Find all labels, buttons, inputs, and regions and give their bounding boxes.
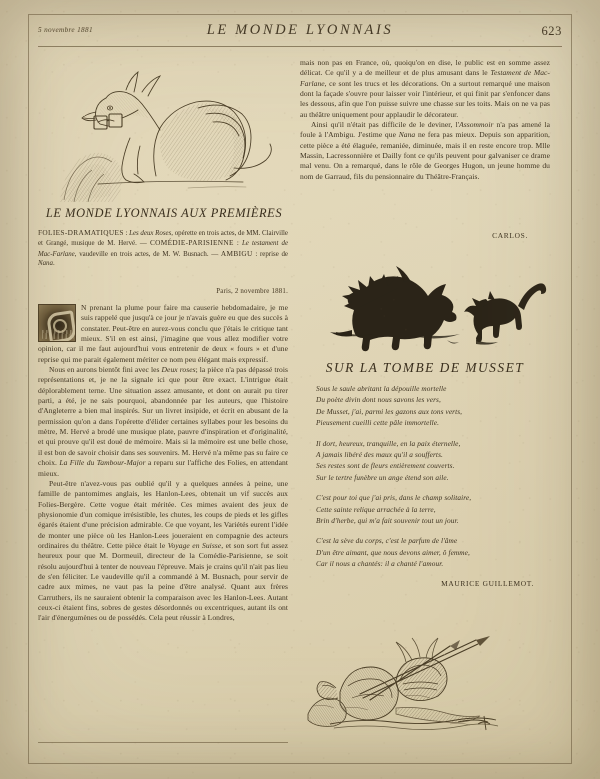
page-number: 623 — [541, 24, 562, 38]
playbill-text: FOLIES-DRAMATIQUES : Les deux Roses, opérette en trois actes, de MM. Clairville et Grangé, musique de M. Hervé. — COMÉDIE-PARISIENNE : Le testament de Mac-Farlane, vaudeville en trois actes, de M. W. Busnach. — AMBIGU : reprise de Nana. — [38, 228, 289, 268]
poem-signature: MAURICE GUILLEMOT. — [441, 578, 534, 588]
poem-body — [300, 383, 550, 588]
poem-line: Sous le saule abritant la dépouille mortelle — [316, 384, 447, 393]
article-signature: CARLOS. — [492, 231, 528, 240]
poem-line: C'est pour toi que j'ai pris, dans le champ solitaire, — [316, 493, 472, 503]
section-title: LE MONDE LYONNAIS AUX PREMIÈRES — [45, 206, 283, 220]
poem-title: SUR LA TOMBE DE MUSSET — [325, 360, 525, 375]
page-header — [38, 22, 562, 44]
armor-vignette-illustration — [300, 636, 550, 748]
cats-illustration — [300, 252, 550, 356]
dateline: Paris, 2 novembre 1881. — [216, 288, 288, 295]
poem-line: Du poète divin dont nous savons les vers, — [316, 395, 441, 405]
paragraph: N prenant la plume pour faire ma causerie hebdomadaire, je me suis rappelé que jusqu'à ce jour je n'avais guère eu que des succès à constater. Peut-être en aurez-vous conclu que j'étais le critique tant mieux. S'il en est ainsi, j'imagine que vous allez modifier votre opinion, car il me faut aujourd'hui vous entretenir de deux « fours » et d'une reprise qui me parait également mériter ce nom peu élégant mais expressif. — [38, 303, 288, 364]
poem-line: Car il nous a chantés: il a chanté l'amour. — [316, 559, 444, 569]
poem-line: Brin d'herbe, qui m'a fait souvenir tout un jour. — [316, 516, 459, 526]
poem-stanza — [300, 438, 550, 484]
header-date: 5 novembre 1881 — [38, 26, 93, 34]
paragraph: mais non pas en France, où, quoiqu'on en dise, le public est en somme assez délicat. Ce qu'il y a de meilleur et de plus amusant dans le Testament de Mac-Farlane, ce sont les trucs et les décorations. On a surtout remarqué une maison dont la façade s'ouvre pour laisser voir l'intérieur, et qui finit par s'enfoncer dans les dessous, afin que l'on puisse suivre une chasse sur les toits. Mais on ne va pas au théâtre uniquement pour applaudir le décorateur. — [300, 58, 550, 119]
poem-line: Sur le tertre funèbre un ange étend son aile. — [316, 472, 449, 482]
playbill-credits — [38, 228, 288, 269]
poem-line: Ses restes sont de fleurs entièrement couverts. — [316, 461, 455, 471]
header-divider-rule — [38, 46, 562, 47]
right-column-body — [300, 58, 550, 182]
poem-stanza — [300, 492, 550, 526]
left-column-body — [38, 303, 288, 624]
poem-stanza — [300, 383, 550, 429]
poem-line: D'un être aimant, que nous devons aimer, ô femme, — [316, 547, 470, 557]
paragraph: Nous en aurons bientôt fini avec les Deux roses; la pièce n'a pas dépassé trois représentations et, je ne la signale ici que pour être exact. L'intrigue était déplorablement terne. Une situation assez amusante, et dont on aurait pu tirer parti, a été, je ne sais pourquoi, abandonnée par les auteurs, que l'histoire d'Angleterre a bien mal inspirés. Sur un livret insipide, et écrit en abusant de la permission qu'on a dans l'opérette d'élider certaines syllabes pour les besoins du mètre, M. Hervé a brodé une musique plate, pauvre d'inspiration et d'originalité, et qui prouve qu'il est doué de mémoire. Mais si la mémoire est une belle chose, il est bon de savoir choisir dans ses souvenirs. M. Hervé n'a même pas su faire ce choix. La Fille du Tambour-Major a reparu sur l'affiche des Folies, en attendant mieux. — [38, 365, 288, 478]
poem-stanza — [300, 535, 550, 569]
drop-cap-initial — [38, 304, 76, 342]
poem-line: C'est la sève du corps, c'est le parfum de l'âme — [316, 536, 458, 546]
poem-line: Pieusement cueilli cette pâle immortelle. — [316, 418, 440, 428]
left-column-bottom-rule — [38, 742, 288, 743]
griffin-illustration — [38, 56, 288, 202]
poem-line: A jamais libéré des maux qu'il a soufferts. — [316, 450, 443, 460]
paragraph: Peut-être n'avez-vous pas oublié qu'il y a quelques années à peine, une famille de pantomimes anglais, les Hanlon-Lees, obtenait un vif succès aux Folies-Bergère. Cette vogue était méritée. Ces mimes avaient des jeux de physionomie d'un comique irrésistible, les chutes, les coups de pieds et les gifles égarés étaient d'une précision admirable. Ce que voyant, les Variétés eurent l'idée de monter une pièce où les Hanlon-Lees joueraient en compagnie des acteurs ordinaires du théâtre. Cette pièce était le Voyage en Suisse, et son sort fut assez heureux pour que M. Dormeuil, directeur de la Comédie-Parisienne, se soit résolu aujourd'hui à tenter de nouveau l'épreuve. Mais je crains qu'il n'ait pas lieu de s'en féliciter. Le vaudeville qu'il a commandé à M. Busnach, pour servir de cadre aux mimes, ne vaut pas la peine d'être analysé. Quant aux frères Carruthers, ils ne sauraient obtenir la comparaison avec les Hanlon-Lees. Autant ceux-ci étaient fins, sobres de gestes désordonnés ou excentriques, autant ils ont l'air d'énergumènes ou de possédés. Cela peut réussir à Londres, — [38, 478, 288, 623]
paragraph: Ainsi qu'il n'était pas difficile de le deviner, l'Assommoir n'a pas amené la foule à l'Ambigu. J'estime que Nana ne fera pas mieux. Depuis son apparition, cette pièce a été élaguée, remaniée, diminuée, mais il en reste encore trop. Mlle Massin, Lacressonnière et Dailly font ce qu'ils peuvent pour galvaniser ce drame mal venu. On a remarqué, dans le rôle de Georges Hugon, un jeune homme du nom de Garraud, fils du pensionnaire du Théâtre-Français. — [300, 120, 550, 181]
poem-line: Cette sainte relique arrachée à la terre, — [316, 504, 436, 514]
publication-title: LE MONDE LYONNAIS — [206, 22, 394, 38]
poem-line: De Musset, j'ai, parmi les gazons aux tons verts, — [316, 406, 463, 416]
poem-line: Il dort, heureux, tranquille, en la paix éternelle, — [316, 438, 461, 448]
